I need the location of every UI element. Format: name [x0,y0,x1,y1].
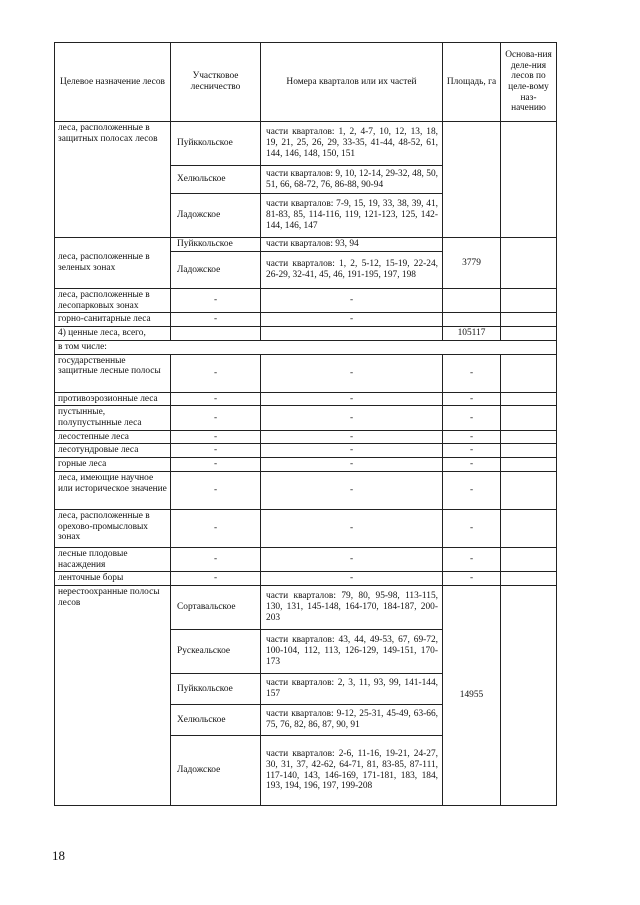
cell-quarters: части кварталов: 43, 44, 49-53, 67, 69-72, 100-104, 112, 113, 126-129, 149-151, 170-173 [261,630,443,674]
cell-basis [501,586,557,806]
table-row [55,327,557,341]
cell-purpose: 4) ценные леса, всего, [55,327,171,341]
cell-forestry: - [171,572,261,586]
cell-forestry: Рускеальское [171,630,261,674]
cell-purpose: леса, расположенные в лесопарковых зонах [55,289,171,313]
header-area: Площадь, га [443,43,501,122]
cell-quarters: - [261,354,443,392]
table-row [55,122,557,166]
cell-purpose: леса, расположенные в зеленых зонах [55,238,171,289]
cell-quarters: - [261,406,443,430]
cell-basis [501,430,557,444]
table-row [55,572,557,586]
cell-forestry: - [171,547,261,571]
cell-purpose: нерестоохранные полосы лесов [55,586,171,806]
cell-basis [501,313,557,327]
including-label: в том числе: [55,340,557,354]
cell-quarters: - [261,509,443,547]
cell-quarters [261,327,443,341]
cell-quarters: - [261,471,443,509]
cell-area [443,313,501,327]
cell-purpose: леса, расположенные в защитных полосах лесов [55,122,171,238]
cell-quarters: части кварталов: 79, 80, 95-98, 113-115, 130, 131, 145-148, 164-170, 184-187, 200-203 [261,586,443,630]
cell-area: - [443,406,501,430]
cell-purpose: ленточные боры [55,572,171,586]
cell-purpose: противоэрозионные леса [55,392,171,406]
table-header-row [55,43,557,122]
cell-basis [501,547,557,571]
cell-quarters: части кварталов: 2-6, 11-16, 19-21, 24-27, 30, 31, 37, 42-62, 64-71, 81, 83-85, 87-111, 117-140, 143, 146-169, 171-181, 183, 184, 193, 194, 196, 197, 199-208 [261,736,443,806]
table-row [55,586,557,630]
table-row [55,238,557,252]
cell-forestry: - [171,313,261,327]
cell-basis [501,458,557,472]
cell-basis [501,471,557,509]
cell-forestry: - [171,406,261,430]
cell-forestry: Пуйккольское [171,674,261,705]
cell-forestry: Пуйккольское [171,122,261,166]
table-row [55,430,557,444]
cell-quarters: - [261,458,443,472]
table-row [55,289,557,313]
table-row [55,509,557,547]
cell-area: 105117 [443,327,501,341]
cell-quarters: части кварталов: 9-12, 25-31, 45-49, 63-66, 75, 76, 82, 86, 87, 90, 91 [261,705,443,736]
cell-purpose: леса, имеющие научное или историческое значение [55,471,171,509]
cell-purpose: пустынные, полупустынные леса [55,406,171,430]
cell-basis [501,238,557,289]
cell-basis [501,509,557,547]
cell-basis [501,572,557,586]
table-row [55,406,557,430]
cell-quarters: части кварталов: 1, 2, 5-12, 15-19, 22-24, 26-29, 32-41, 45, 46, 191-195, 197, 198 [261,252,443,289]
cell-forestry [171,327,261,341]
cell-quarters: - [261,444,443,458]
cell-area: - [443,392,501,406]
header-purpose: Целевое назначение лесов [55,43,171,122]
cell-quarters: - [261,392,443,406]
cell-forestry: - [171,444,261,458]
cell-forestry: Хелюльское [171,166,261,194]
cell-quarters: части кварталов: 1, 2, 4-7, 10, 12, 13, 18, 19, 21, 25, 26, 29, 33-35, 41-44, 48-52, 61, 144, 146, 148, 150, 151 [261,122,443,166]
cell-quarters: - [261,430,443,444]
cell-forestry: - [171,354,261,392]
cell-area: - [443,430,501,444]
cell-forestry: Ладожское [171,736,261,806]
table-row [55,313,557,327]
cell-purpose: лесотундровые леса [55,444,171,458]
cell-basis [501,122,557,238]
cell-purpose: горные леса [55,458,171,472]
cell-forestry: - [171,509,261,547]
cell-area: - [443,354,501,392]
cell-area: - [443,471,501,509]
cell-area [443,122,501,238]
cell-purpose: государственные защитные лесные полосы [55,354,171,392]
header-basis: Основа-ния деле-ния лесов по целе-вому наз-начению [501,43,557,122]
cell-area: - [443,572,501,586]
table-row [55,471,557,509]
cell-area: - [443,509,501,547]
cell-quarters: - [261,547,443,571]
table-row [55,354,557,392]
cell-forestry: - [171,392,261,406]
cell-purpose: леса, расположенные в орехово-промысловых зонах [55,509,171,547]
cell-area: - [443,444,501,458]
cell-basis [501,289,557,313]
cell-area [443,289,501,313]
cell-purpose: горно-санитарные леса [55,313,171,327]
cell-quarters: - [261,313,443,327]
cell-purpose: лесные плодовые насаждения [55,547,171,571]
cell-forestry: Сортавальское [171,586,261,630]
cell-forestry: Ладожское [171,194,261,238]
cell-basis [501,354,557,392]
cell-quarters: части кварталов: 93, 94 [261,238,443,252]
cell-area: - [443,547,501,571]
cell-area: - [443,458,501,472]
cell-quarters: части кварталов: 9, 10, 12-14, 29-32, 48, 50, 51, 66, 68-72, 76, 86-88, 90-94 [261,166,443,194]
cell-forestry: Хелюльское [171,705,261,736]
table-row [55,547,557,571]
cell-quarters: - [261,572,443,586]
cell-basis [501,406,557,430]
table-row [55,444,557,458]
cell-forestry: Ладожское [171,252,261,289]
cell-basis [501,327,557,341]
cell-forestry: - [171,471,261,509]
table-row [55,392,557,406]
header-forestry: Участковое лесничество [171,43,261,122]
forest-purpose-table [54,42,557,806]
header-quarters: Номера кварталов или их частей [261,43,443,122]
table-row [55,458,557,472]
cell-area: 14955 [443,586,501,806]
cell-forestry: - [171,430,261,444]
cell-area: 3779 [443,238,501,289]
table-row [55,340,557,354]
cell-quarters: части кварталов: 7-9, 15, 19, 33, 38, 39, 41, 81-83, 85, 114-116, 119, 121-123, 125, 142-144, 146, 147 [261,194,443,238]
cell-forestry: Пуйккольское [171,238,261,252]
cell-forestry: - [171,289,261,313]
cell-quarters: части кварталов: 2, 3, 11, 93, 99, 141-144, 157 [261,674,443,705]
cell-forestry: - [171,458,261,472]
cell-basis [501,392,557,406]
cell-quarters: - [261,289,443,313]
cell-basis [501,444,557,458]
cell-purpose: лесостепные леса [55,430,171,444]
page-number: 18 [52,848,65,863]
